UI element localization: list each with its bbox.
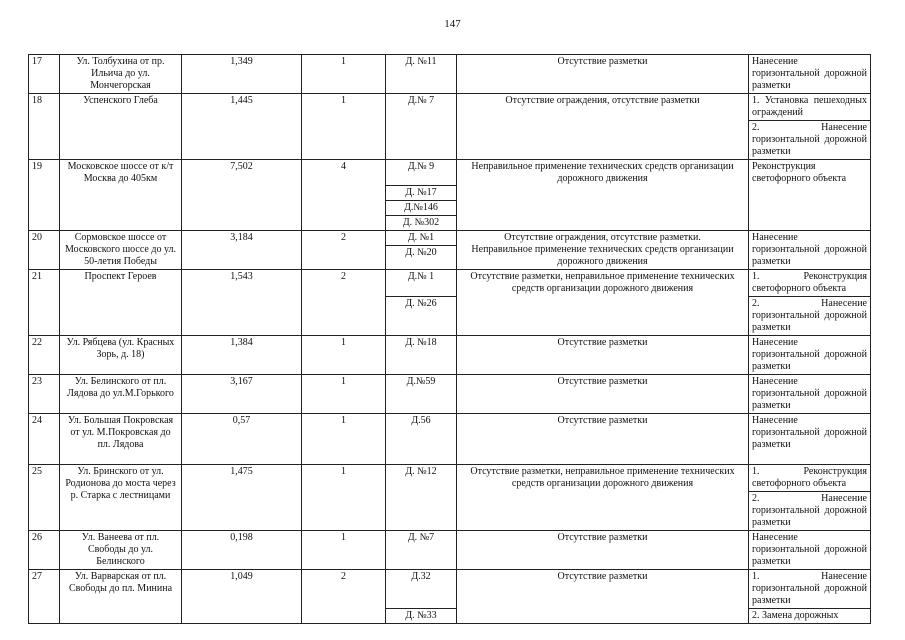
table-row	[29, 531, 871, 570]
lanes-cell: 1	[302, 465, 386, 531]
length-cell: 1,445	[182, 94, 302, 160]
accident-cell: Д. №7	[386, 531, 457, 570]
accident-cell: Д.№ 9	[386, 160, 457, 186]
street-cell: Ул. Толбухина от пр. Ильича до ул. Мончегорская	[60, 55, 182, 94]
length-cell: 7,502	[182, 160, 302, 231]
lanes-cell: 2	[302, 270, 386, 336]
measure-cell: Нанесение горизонтальной дорожной разметки	[749, 336, 871, 375]
street-cell: Ул. Варварская от пл. Свободы до пл. Минина	[60, 570, 182, 624]
street-cell: Ул. Большая Покровская от ул. М.Покровская до пл. Лядова	[60, 414, 182, 465]
measure-cell: 1. Реконструкция светофорного объекта	[749, 270, 871, 297]
accident-cell: Д. №11	[386, 55, 457, 94]
lanes-cell: 1	[302, 94, 386, 160]
lanes-cell: 1	[302, 531, 386, 570]
row-number: 24	[29, 414, 60, 465]
row-number: 18	[29, 94, 60, 160]
length-cell: 3,167	[182, 375, 302, 414]
cause-cell: Отсутствие разметки	[457, 55, 749, 94]
accident-cell: Д. №12	[386, 465, 457, 531]
cause-cell: Неправильное применение технических средств организации дорожного движения	[457, 160, 749, 231]
cause-cell	[457, 231, 749, 270]
accident-cell: Д. №33	[386, 609, 457, 624]
accident-cell: Д. №20	[386, 246, 457, 270]
measure-cell: 2. Нанесение горизонтальной дорожной разметки	[749, 492, 871, 531]
table-row	[29, 336, 871, 375]
length-cell: 0,57	[182, 414, 302, 465]
accident-cell: Д. №17	[386, 186, 457, 201]
accident-cell: Д. №18	[386, 336, 457, 375]
table-row	[29, 465, 871, 492]
street-cell: Проспект Героев	[60, 270, 182, 336]
page-number: 147	[444, 18, 461, 30]
row-number: 20	[29, 231, 60, 270]
cause-cell: Отсутствие ограждения, отсутствие разметки	[457, 94, 749, 160]
table-row	[29, 231, 871, 246]
row-number: 23	[29, 375, 60, 414]
table-row	[29, 375, 871, 414]
row-number: 25	[29, 465, 60, 531]
length-cell: 1,475	[182, 465, 302, 531]
row-number: 17	[29, 55, 60, 94]
lanes-cell: 1	[302, 55, 386, 94]
street-cell: Сормовское шоссе от Московского шоссе до ул. 50-летия Победы	[60, 231, 182, 270]
street-cell: Ул. Белинского от пл. Лядова до ул.М.Горького	[60, 375, 182, 414]
street-cell: Ул. Ванеева от пл. Свободы до ул. Белинского	[60, 531, 182, 570]
cause-cell: Отсутствие разметки	[457, 336, 749, 375]
accident-cell: Д. №26	[386, 297, 457, 336]
accident-cell: Д.№59	[386, 375, 457, 414]
row-number: 22	[29, 336, 60, 375]
table-row	[29, 414, 871, 465]
lanes-cell: 1	[302, 414, 386, 465]
row-number: 27	[29, 570, 60, 624]
accident-cell: Д.56	[386, 414, 457, 465]
cause-cell: Отсутствие разметки	[457, 570, 749, 624]
table-row	[29, 160, 871, 186]
measure-cell: Реконструкция светофорного объекта	[749, 160, 871, 231]
measure-cell: 2. Нанесение горизонтальной дорожной разметки	[749, 121, 871, 160]
table-row	[29, 270, 871, 297]
measure-cell: Нанесение горизонтальной дорожной разметки	[749, 375, 871, 414]
row-number: 19	[29, 160, 60, 231]
length-cell: 3,184	[182, 231, 302, 270]
accident-cell: Д.32	[386, 570, 457, 609]
accident-cell: Д. №1	[386, 231, 457, 246]
lanes-cell: 2	[302, 570, 386, 624]
length-cell: 1,349	[182, 55, 302, 94]
measure-cell: Нанесение горизонтальной дорожной разметки	[749, 55, 871, 94]
street-cell: Успенского Глеба	[60, 94, 182, 160]
measure-cell: Нанесение горизонтальной дорожной разметки	[749, 414, 871, 465]
lanes-cell: 4	[302, 160, 386, 231]
cause-cell: Отсутствие разметки	[457, 414, 749, 465]
measure-cell: 1. Установка пешеходных ограждений	[749, 94, 871, 121]
accident-cell: Д.№ 7	[386, 94, 457, 160]
table-row	[29, 55, 871, 94]
accident-cell: Д.№146	[386, 201, 457, 216]
measure-cell: Нанесение горизонтальной дорожной разметки	[749, 531, 871, 570]
cause-cell: Отсутствие разметки, неправильное применение технических средств организации дорожного движения	[457, 270, 749, 336]
length-cell: 1,543	[182, 270, 302, 336]
lanes-cell: 2	[302, 231, 386, 270]
measure-cell: 2. Замена дорожных	[749, 609, 871, 624]
cause-cell: Отсутствие разметки	[457, 531, 749, 570]
row-number: 21	[29, 270, 60, 336]
table-row	[29, 570, 871, 609]
lanes-cell: 1	[302, 375, 386, 414]
accident-cell: Д. №302	[386, 216, 457, 231]
measure-cell: 1. Реконструкция светофорного объекта	[749, 465, 871, 492]
row-number: 26	[29, 531, 60, 570]
cause-cell: Отсутствие разметки	[457, 375, 749, 414]
accident-sites-table	[28, 54, 871, 624]
street-cell: Ул. Бринского от ул. Родионова до моста через р. Старка с лестницами	[60, 465, 182, 531]
length-cell: 1,384	[182, 336, 302, 375]
street-cell: Московское шоссе от к/т Москва до 405км	[60, 160, 182, 231]
lanes-cell: 1	[302, 336, 386, 375]
cause-line: Неправильное применение технических средств организации дорожного движения	[471, 244, 734, 267]
cause-line: Отсутствие ограждения, отсутствие разметки.	[504, 232, 701, 243]
length-cell: 1,049	[182, 570, 302, 624]
street-cell: Ул. Рябцева (ул. Красных Зорь, д. 18)	[60, 336, 182, 375]
table-row	[29, 94, 871, 121]
length-cell: 0,198	[182, 531, 302, 570]
measure-cell: Нанесение горизонтальной дорожной разметки	[749, 231, 871, 270]
measure-cell: 2. Нанесение горизонтальной дорожной разметки	[749, 297, 871, 336]
measure-cell: 1. Нанесение горизонтальной дорожной разметки	[749, 570, 871, 609]
cause-cell: Отсутствие разметки, неправильное применение технических средств организации дорожного движения	[457, 465, 749, 531]
accident-cell: Д.№ 1	[386, 270, 457, 297]
